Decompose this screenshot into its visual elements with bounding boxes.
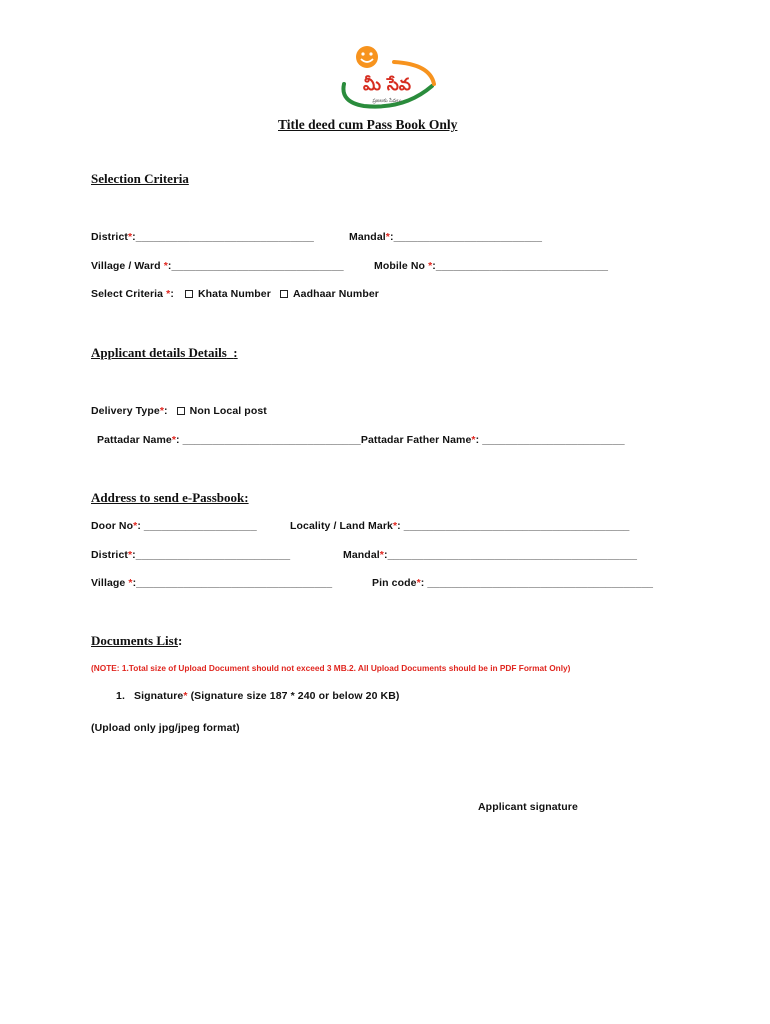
non-local-post-option[interactable]: [177, 405, 267, 417]
required-mark: *: [166, 288, 171, 300]
aadhaar-number-option[interactable]: [280, 288, 379, 300]
address-village-label: Village: [91, 577, 129, 589]
aadhaar-option-label: Aadhaar Number: [292, 288, 379, 300]
applicant-heading-colon: :: [233, 345, 238, 360]
selection-mobile-field[interactable]: [374, 260, 608, 272]
meeseva-logo: [334, 44, 440, 114]
required-mark: *: [127, 549, 133, 561]
selection-district-field[interactable]: [91, 231, 314, 243]
aadhaar-checkbox[interactable]: [280, 290, 288, 298]
door-label: Door No: [91, 520, 134, 532]
upload-format-note: (Upload only jpg/jpeg format): [91, 722, 240, 734]
address-district-input-line: :__________________________: [132, 549, 291, 561]
required-mark: *: [428, 260, 433, 272]
required-mark: *: [416, 577, 421, 589]
address-village-field[interactable]: [91, 577, 332, 589]
document-item-signature[interactable]: [116, 690, 400, 702]
pin-label: Pin code: [372, 577, 417, 589]
address-mandal-label: Mandal: [343, 549, 380, 561]
applicant-signature-label: Applicant signature: [478, 801, 578, 813]
pattadar-father-label: Pattadar Father Name: [360, 434, 472, 446]
documents-heading-text: Documents List: [91, 633, 179, 648]
document-item-number: 1.: [116, 690, 125, 702]
address-village-input-line: :_________________________________: [132, 577, 333, 589]
khata-checkbox[interactable]: [185, 290, 193, 298]
mandal-input-line: :_________________________: [389, 231, 543, 243]
signature-label: Signature: [134, 690, 184, 702]
locality-label: Locality / Land Mark: [290, 520, 393, 532]
applicant-heading-text: Applicant details Details: [91, 345, 227, 360]
required-mark: *: [183, 690, 188, 702]
address-mandal-field[interactable]: [343, 549, 637, 561]
required-mark: *: [171, 434, 177, 446]
page-title: Title deed cum Pass Book Only: [278, 117, 458, 132]
selection-village-field[interactable]: [91, 260, 344, 272]
door-input-line: : ___________________: [137, 520, 257, 532]
section-heading-address: Address to send e-Passbook:: [91, 490, 249, 505]
non-local-checkbox[interactable]: [177, 407, 185, 415]
upload-size-note: (NOTE: 1.Total size of Upload Document should not exceed 3 MB.2. All Upload Documents should be in PDF Format Only): [91, 663, 571, 673]
select-criteria-row: [91, 288, 379, 300]
locality-field[interactable]: [290, 520, 629, 532]
mandal-label: Mandal: [349, 231, 386, 243]
meeseva-logo-icon: [334, 44, 440, 114]
required-mark: *: [163, 260, 168, 272]
district-input-line: :______________________________: [132, 231, 314, 243]
required-mark: *: [133, 520, 138, 532]
required-mark: *: [385, 231, 390, 243]
pattadar-father-input-line: : ________________________: [475, 434, 625, 446]
logo-brand-text: మీ సేవ: [363, 75, 411, 95]
mobile-input-line: :_____________________________: [432, 260, 609, 272]
pattadar-label: Pattadar Name: [97, 434, 172, 446]
khata-option-label: Khata Number: [197, 288, 271, 300]
required-mark: *: [379, 549, 384, 561]
delivery-label: Delivery Type: [91, 405, 160, 417]
signature-detail: (Signature size 187 * 240 or below 20 KB): [187, 690, 400, 702]
section-heading-documents: [91, 633, 182, 649]
locality-input-line: : ______________________________________: [397, 520, 630, 532]
address-district-field[interactable]: [91, 549, 290, 561]
criteria-colon: :: [170, 288, 174, 300]
required-mark: *: [471, 434, 476, 446]
required-mark: *: [159, 405, 164, 417]
logo-tagline: ప్రజలకు సేవలు: [372, 98, 402, 104]
address-district-label: District: [91, 549, 128, 561]
mobile-label: Mobile No: [374, 260, 429, 272]
required-mark: *: [392, 520, 398, 532]
door-no-field[interactable]: [91, 520, 257, 532]
pin-input-line: : ______________________________________: [420, 577, 654, 589]
village-input-line: :_____________________________: [167, 260, 344, 272]
pin-code-field[interactable]: [372, 577, 653, 589]
pattadar-input-line: : ______________________________: [176, 434, 361, 446]
required-mark: *: [127, 231, 133, 243]
village-label: Village / Ward: [91, 260, 164, 272]
district-label: District: [91, 231, 128, 243]
delivery-colon: :: [164, 405, 168, 417]
non-local-option-label: Non Local post: [189, 405, 267, 417]
section-heading-applicant-details: [91, 345, 238, 361]
address-mandal-input-line: :__________________________________________: [383, 549, 638, 561]
criteria-label: Select Criteria: [91, 288, 167, 300]
documents-heading-colon: :: [178, 633, 183, 648]
section-heading-selection-criteria: Selection Criteria: [91, 171, 189, 186]
delivery-type-row: [91, 405, 267, 417]
khata-number-option[interactable]: [185, 288, 271, 300]
required-mark: *: [128, 577, 133, 589]
pattadar-name-field[interactable]: [97, 434, 625, 446]
selection-mandal-field[interactable]: [349, 231, 542, 243]
